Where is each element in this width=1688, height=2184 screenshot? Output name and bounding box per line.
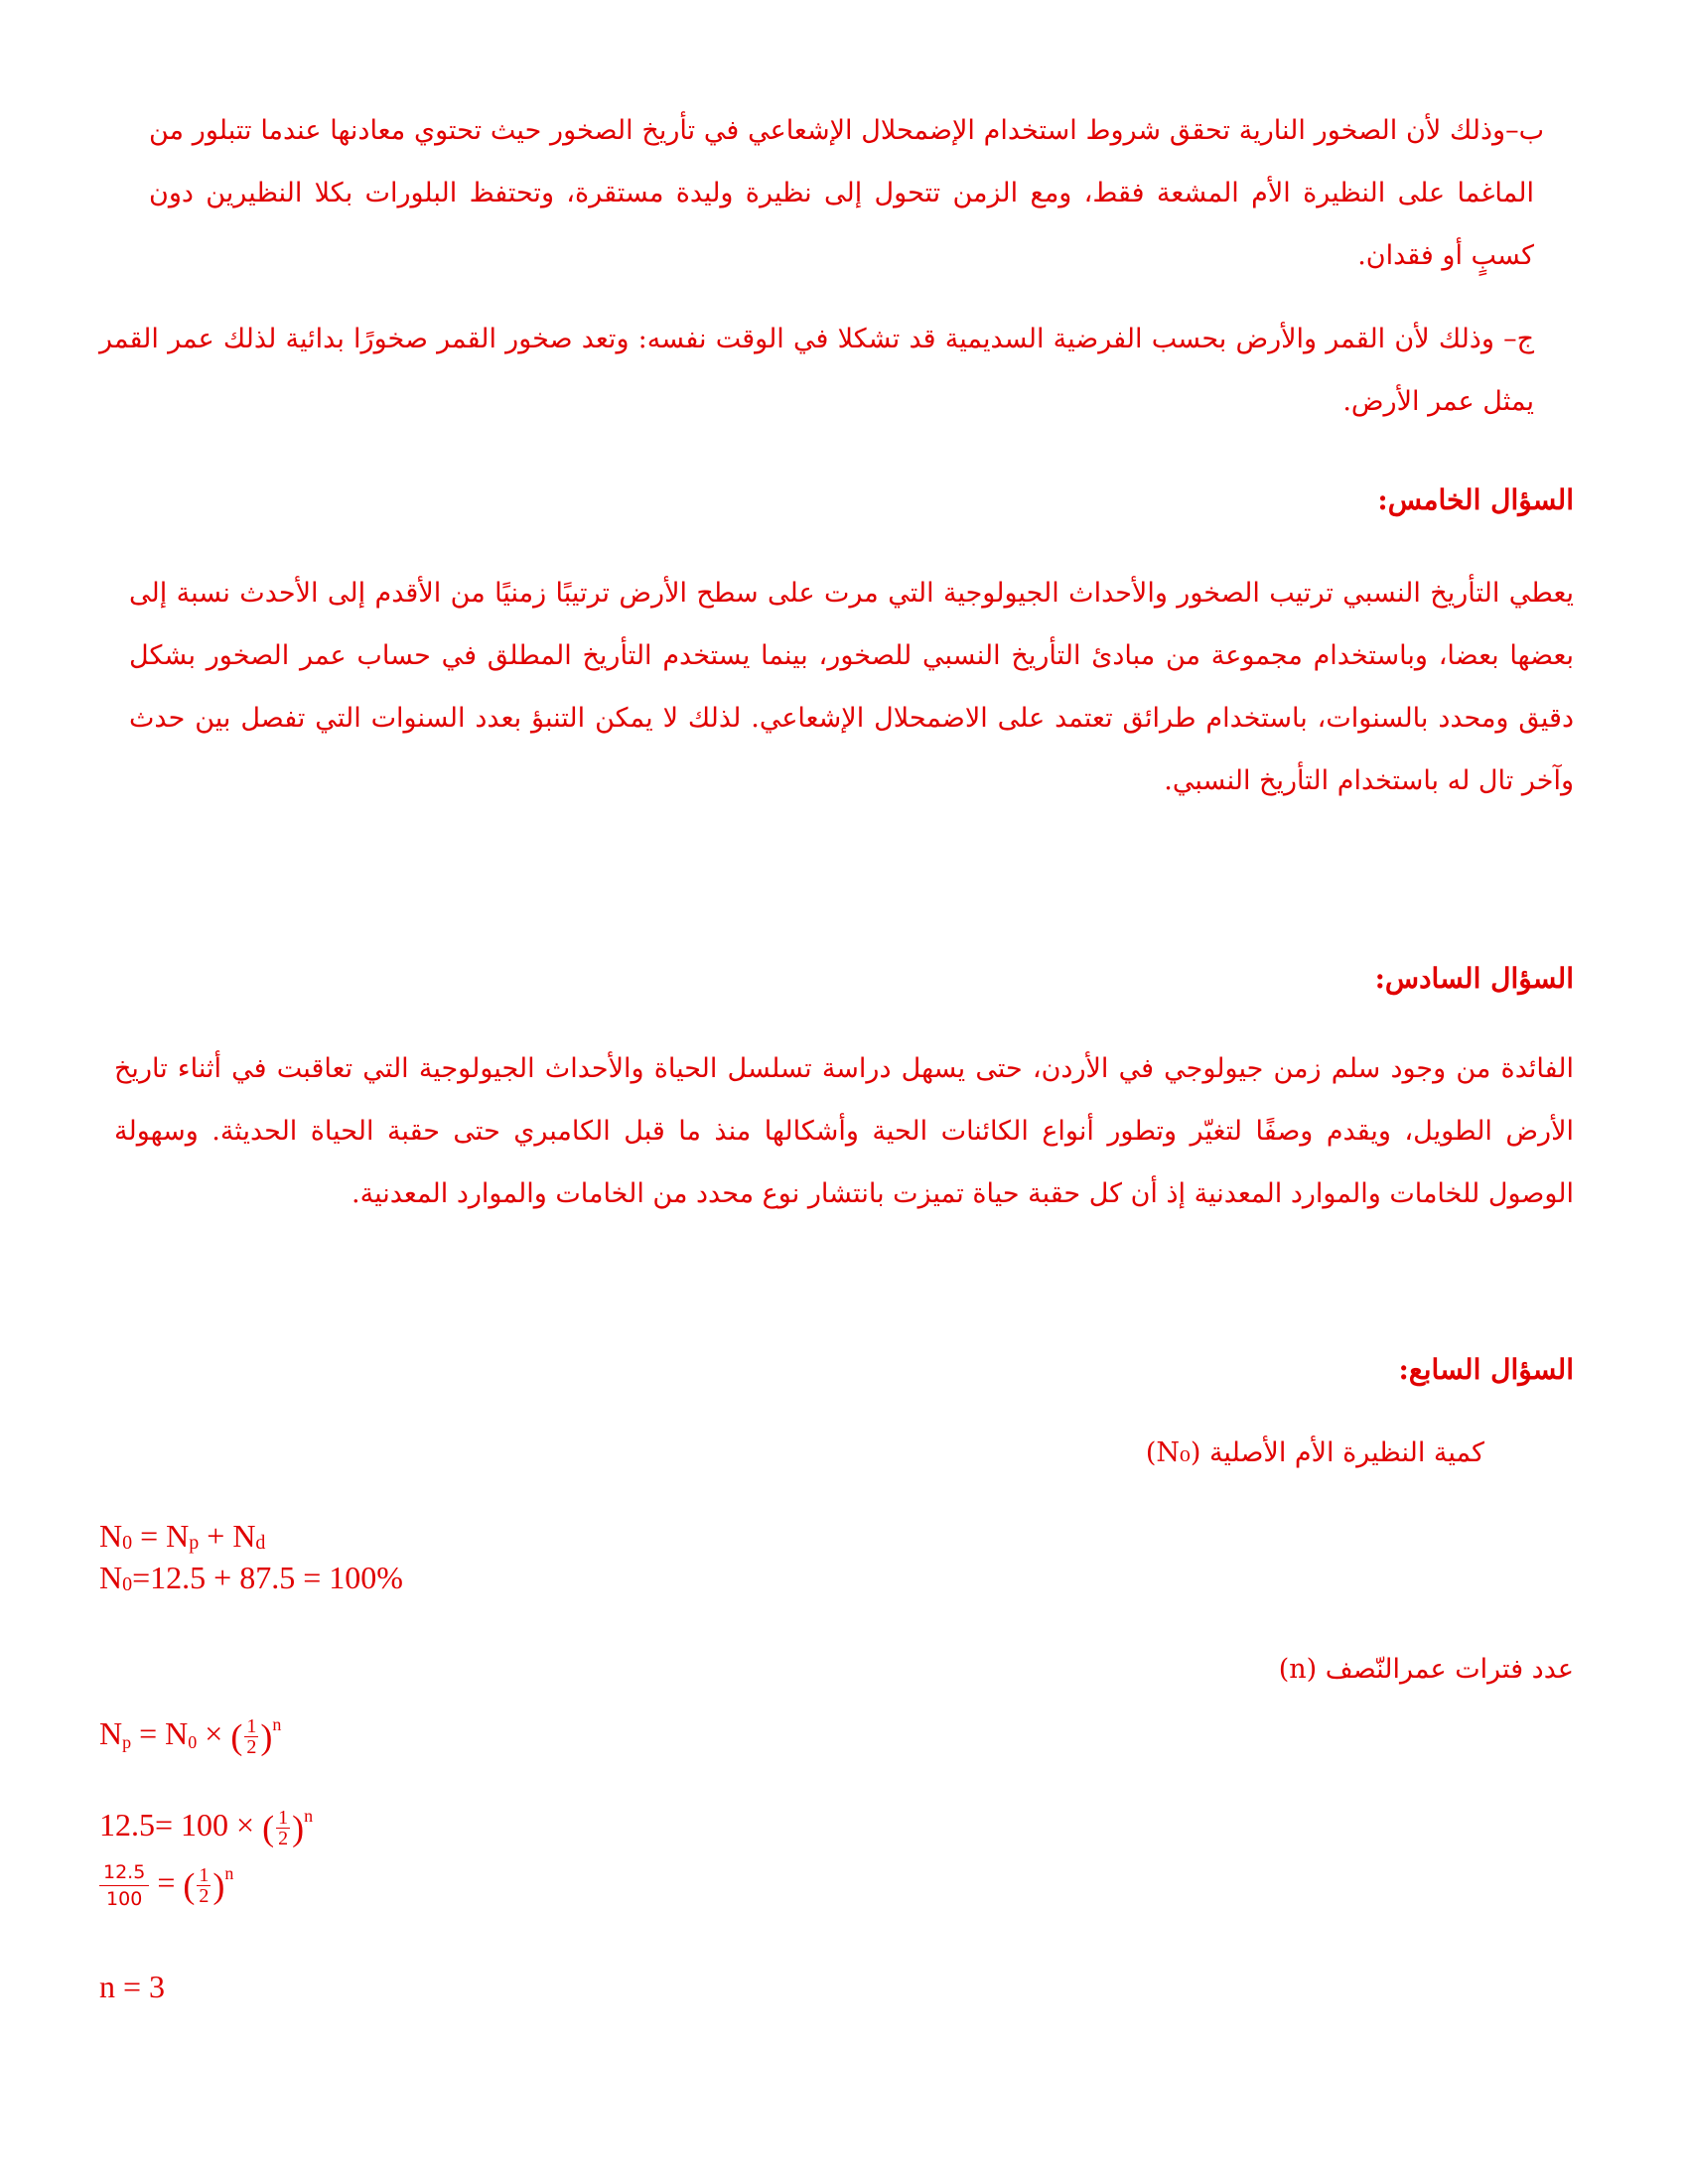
- equation-n0-value: N0=12.5 + 87.5 = 100%: [99, 1560, 403, 1595]
- fraction-one-half: $\frac{1}{2}$: [278, 1807, 289, 1850]
- fraction-one-half: $\frac{1}{2}$: [199, 1864, 210, 1908]
- question-5-body: يعطي التأريخ النسبي ترتيب الصخور والأحداث الجيولوجية التي مرت على سطح الأرض ترتيبًا زمنيًا من الأقدم إلى الأحدث نسبة إلى بعضها بعضا، وباستخدام مجموعة من مبادئ التأريخ النسبي للصخور، بينما يستخدم التأريخ المطلق في حساب عمر الصخور بشكل دقيق ومحدد بالسنوات، باستخدام طرائق تعتمد على الاضمحلال الإشعاعي. لذلك لا يمكن التنبؤ بعدد السنوات التي تفصل بين حدث وآخر تال له باستخدام التأريخ النسبي.: [129, 578, 1574, 796]
- answer-j-paragraph: ج– وذلك لأن القمر والأرض بحسب الفرضية السديمية قد تشكلا في الوقت نفسه: وتعد صخور القمر صخورًا بدائية لذلك عمر القمر يمثل عمر الأرض.: [99, 324, 1534, 417]
- half-life-count-label: عدد فترات عمرالنّصف (n): [1278, 1654, 1574, 1685]
- question-6-body: الفائدة من وجود سلم زمن جيولوجي في الأردن، حتى يسهل دراسة تسلسل الحياة والأحداث الجيولوجية التي تعاقبت في أثناء تاريخ الأرض الطويل، ويقدم وصفًا لتغيّر وتطور أنواع الكائنات الحية وأشكالها منذ ما قبل الكامبري حتى حقبة الحياة الحديثة. وسهولة الوصول للخامات والموارد المعدنية إذ أن كل حقبة حياة تميزت بانتشار نوع محدد من الخامات والموارد المعدنية.: [114, 1053, 1574, 1209]
- equation-ratio: $\frac{12.5}{100}$ = ( $\frac{1}{2}$ )$^n$: [99, 1854, 233, 1912]
- equation-decay-formula: $N_p = N_0$ × ( $\frac{1}{2}$ )$^n$: [99, 1714, 282, 1759]
- question-5-heading: السؤال الخامس:: [1377, 483, 1574, 516]
- equation-substituted: 12.5= 100 × ( $\frac{1}{2}$ )$^n$: [99, 1806, 314, 1850]
- question-7-heading: السؤال السابع:: [1398, 1353, 1574, 1386]
- question-6-heading: السؤال السادس:: [1374, 962, 1574, 995]
- initial-parent-isotope-label: كمية النظيرة الأم الأصلية (N₀): [1145, 1437, 1484, 1468]
- equation-result: n = 3: [99, 1969, 166, 2004]
- equation-n0-sum: N0 = Np + Nd: [99, 1518, 266, 1554]
- fraction-one-half: $\frac{1}{2}$: [246, 1715, 257, 1759]
- fraction-ratio: $\frac{12.5}{100}$: [99, 1859, 149, 1912]
- answer-b-paragraph: ب–وذلك لأن الصخور النارية تحقق شروط استخدام الإضمحلال الإشعاعي في تأريخ الصخور حيث تحتوي معادنها عندما تتبلور من الماغما على النظيرة الأم المشعة فقط، ومع الزمن تتحول إلى نظيرة وليدة مستقرة، وتحتفظ البلورات بكلا النظيرين دون كسبٍ أو فقدان.: [149, 115, 1544, 271]
